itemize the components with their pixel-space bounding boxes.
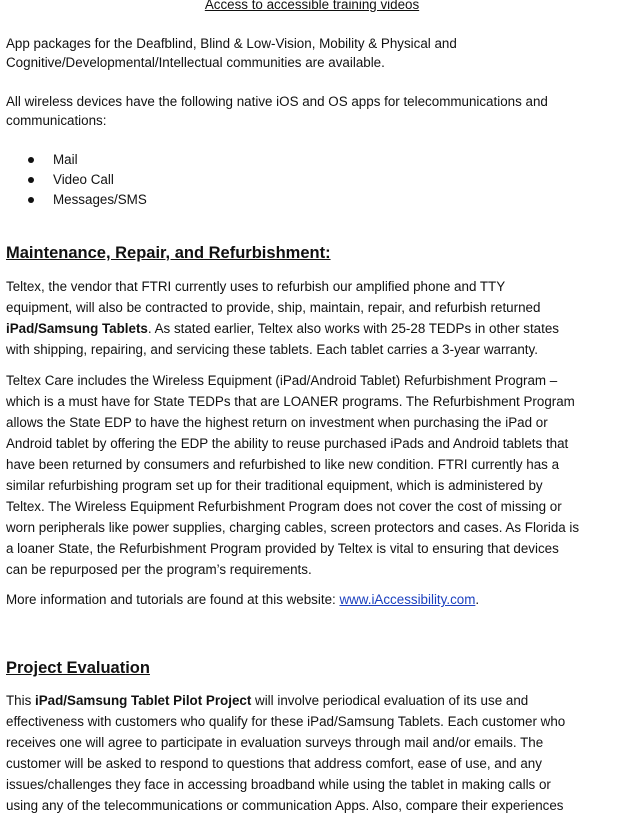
evaluation-p1-line: effectiveness with customers who qualify for these iPad/Samsung Tablets. Each customer who xyxy=(6,714,566,729)
maintenance-p2-line: Teltex. The Wireless Equipment Refurbishment Program does not cover the cost of missing or xyxy=(6,499,562,514)
maintenance-p2-line: similar refurbishing program set up for their traditional equipment, which is administered by xyxy=(6,478,543,493)
tablet-bold-text: iPad/Samsung Tablets xyxy=(6,321,148,336)
native-apps-line-1: All wireless devices have the following native iOS and OS apps for telecommunications and xyxy=(6,94,548,109)
bullet-icon xyxy=(28,177,34,183)
maintenance-p2-line: have been returned by consumers and refurbished to like new condition. FTRI currently has a xyxy=(6,457,560,472)
intro-line-1: App packages for the Deafblind, Blind & Low-Vision, Mobility & Physical and xyxy=(6,36,457,51)
maintenance-p2-line: Android tablet by offering the EDP the ability to reuse purchased iPads and Android tablets that xyxy=(6,436,569,451)
evaluation-p1-line: receives one will agree to participate in evaluation surveys through mail and/or emails. The xyxy=(6,735,544,750)
maintenance-p2-line: can be repurposed per the program’s requirements. xyxy=(6,562,312,577)
bullet-icon xyxy=(28,157,34,163)
maintenance-p1-line: equipment, will also be contracted to provide, ship, maintain, repair, and refurbish returned xyxy=(6,300,541,315)
maintenance-p1-line: with shipping, repairing, and servicing these tablets. Each tablet carries a 3-year warranty. xyxy=(6,342,538,357)
maintenance-p1-rest: . As stated earlier, Teltex also works with 25-28 TEDPs in other states xyxy=(147,321,559,336)
maintenance-p2-line: Teltex Care includes the Wireless Equipment (iPad/Android Tablet) Refurbishment Program – xyxy=(6,373,558,388)
maintenance-p1-line xyxy=(6,320,559,338)
maintenance-heading: Maintenance, Repair, and Refurbishment: xyxy=(6,244,331,262)
list-item: Messages/SMS xyxy=(53,192,147,207)
bullet-icon xyxy=(28,197,34,203)
maintenance-p2-line: worn peripherals like power supplies, charging cables, screen protectors and cases. As Florida is xyxy=(6,520,580,535)
evaluation-p1-line: issues/challenges they face in accessing broadband while using the tablet in making calls or xyxy=(6,777,551,792)
evaluation-heading: Project Evaluation xyxy=(6,659,150,677)
evaluation-p1-line xyxy=(6,692,528,710)
training-videos-link[interactable]: Access to accessible training videos xyxy=(204,0,420,12)
maintenance-p2-line: allows the State EDP to have the highest return on investment when purchasing the iPad or xyxy=(6,415,548,430)
more-info-suffix: . xyxy=(475,592,480,607)
iaccessibility-link[interactable]: www.iAccessibility.com xyxy=(339,592,476,607)
more-info-text: More information and tutorials are found at this website: xyxy=(6,592,340,607)
evaluation-prefix: This xyxy=(6,693,36,708)
evaluation-p1-line: customer will be asked to respond to questions that address comfort, ease of use, and any xyxy=(6,756,542,771)
intro-line-2: Cognitive/Developmental/Intellectual communities are available. xyxy=(6,55,385,70)
maintenance-p2-line: which is a must have for State TEDPs that are LOANER programs. The Refurbishment Program xyxy=(6,394,575,409)
evaluation-p1-line: using any of the telecommunications or communication Apps. Also, compare their experiences xyxy=(6,798,564,813)
maintenance-p2-line: a loaner State, the Refurbishment Program provided by Teltex is vital to ensuring that devices xyxy=(6,541,559,556)
evaluation-rest: will involve periodical evaluation of its use and xyxy=(251,693,529,708)
native-apps-line-2: communications: xyxy=(6,113,107,128)
list-item: Video Call xyxy=(53,172,114,187)
pilot-project-bold-text: iPad/Samsung Tablet Pilot Project xyxy=(35,693,252,708)
list-item: Mail xyxy=(53,152,78,167)
more-info-line xyxy=(6,591,479,609)
maintenance-p1-line: Teltex, the vendor that FTRI currently uses to refurbish our amplified phone and TTY xyxy=(6,279,506,294)
